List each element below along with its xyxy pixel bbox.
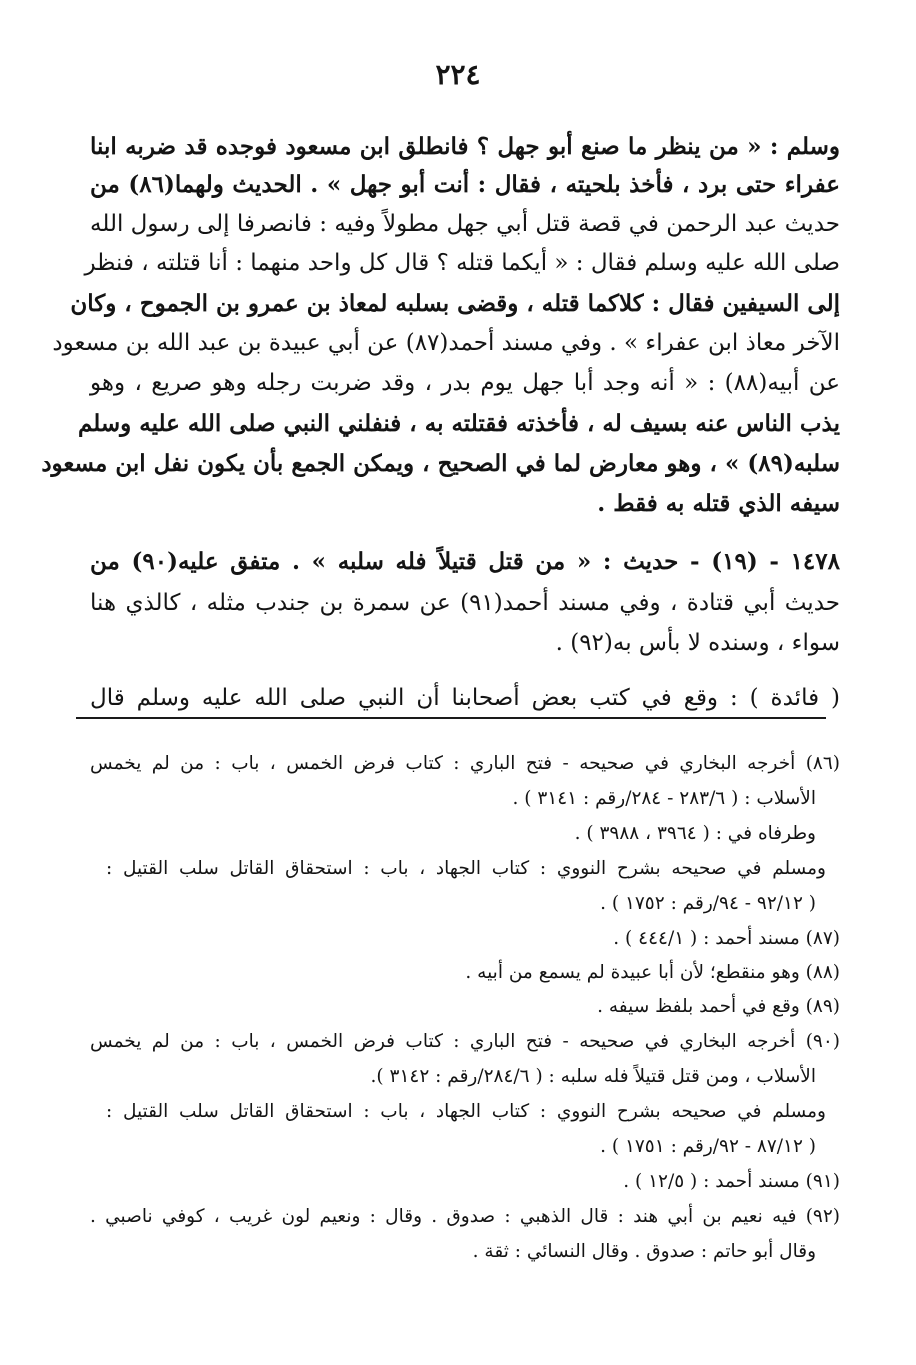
footnote-line: الأسلاب : ( ٢٨٣/٦ - ٢٨٤/رقم : ٣١٤١ ) .	[512, 788, 816, 809]
body-line: يذب الناس عنه بسيف له ، فأخذته فقتلته به ، فنفلني النبي صلى الله عليه وسلم	[77, 410, 840, 437]
footnote-line: (٨٧) مسند أحمد : ( ٤٤٤/١ ) .	[613, 928, 840, 949]
footnote-line: وقال أبو حاتم : صدوق . وقال النسائي : ثقة .	[472, 1241, 816, 1262]
footnote-line: (٩١) مسند أحمد : ( ١٢/٥ ) .	[623, 1171, 840, 1192]
body-line: سيفه الذي قتله به فقط .	[597, 490, 840, 517]
footnote-line: (٨٨) وهو منقطع؛ لأن أبا عبيدة لم يسمع من أبيه .	[465, 962, 840, 983]
body-line: حديث عبد الرحمن في قصة قتل أبي جهل مطولاً وفيه : فانصرفا إلى رسول الله	[90, 211, 840, 237]
footnote-line: (٨٩) وقع في أحمد بلفظ سيفه .	[597, 996, 840, 1017]
footnote-line: (٨٦) أخرجه البخاري في صحيحه - فتح الباري : كتاب فرض الخمس ، باب : من لم يخمس	[90, 753, 840, 774]
footnote-line: ومسلم في صحيحه بشرح النووي : كتاب الجهاد ، باب : استحقاق القاتل سلب القتيل :	[106, 1101, 826, 1122]
body-line: سواء ، وسنده لا بأس به(٩٢) .	[555, 630, 840, 656]
page-number: ٢٢٤	[435, 58, 481, 91]
footnote-line: ( ٩٢/١٢ - ٩٤/رقم : ١٧٥٢ ) .	[600, 893, 816, 914]
hadith-heading-line: ١٤٧٨ - (١٩) - حديث : « من قتل قتيلاً فله سلبه » . متفق عليه(٩٠) من	[90, 548, 840, 575]
body-line: الآخر معاذ ابن عفراء » . وفي مسند أحمد(٨٧) عن أبي عبيدة بن عبد الله بن مسعود	[52, 330, 840, 356]
footnote-separator	[76, 717, 826, 719]
body-line: وسلم : « من ينظر ما صنع أبو جهل ؟ فانطلق ابن مسعود فوجده قد ضربه ابنا	[90, 133, 840, 160]
body-line: عن أبيه(٨٨) : « أنه وجد أبا جهل يوم بدر ، وقد ضربت رجله وهو صريع ، وهو	[90, 370, 840, 396]
footnote-line: وطرفاه في : ( ٣٩٦٤ ، ٣٩٨٨ ) .	[574, 823, 816, 844]
body-line: حديث أبي قتادة ، وفي مسند أحمد(٩١) عن سمرة بن جندب مثله ، كالذي هنا	[90, 590, 840, 616]
body-line: صلى الله عليه وسلم فقال : « أيكما قتله ؟ قال كل واحد منهما : أنا قتلته ، فنظر	[84, 250, 840, 276]
body-line: عفراء حتى برد ، فأخذ بلحيته ، فقال : أنت أبو جهل » . الحديث ولهما(٨٦) من	[90, 171, 840, 198]
footnote-line: الأسلاب ، ومن قتل قتيلاً فله سلبه : ( ٢٨٤/٦/رقم : ٣١٤٢ ).	[370, 1066, 816, 1087]
footnote-line: ( ٨٧/١٢ - ٩٢/رقم : ١٧٥١ ) .	[600, 1136, 816, 1157]
footnote-line: (٩٢) فيه نعيم بن أبي هند : قال الذهبي : صدوق . وقال : ونعيم لون غريب ، كوفي ناصبي .	[90, 1206, 840, 1227]
footnote-line: (٩٠) أخرجه البخاري في صحيحه - فتح الباري : كتاب فرض الخمس ، باب : من لم يخمس	[90, 1031, 840, 1052]
body-line: سلبه(٨٩) » ، وهو معارض لما في الصحيح ، ويمكن الجمع بأن يكون نفل ابن مسعود	[41, 450, 840, 477]
body-line: إلى السيفين فقال : كلاكما قتله ، وقضى بسلبه لمعاذ بن عمرو بن الجموح ، وكان	[70, 290, 840, 317]
footnote-line: ومسلم في صحيحه بشرح النووي : كتاب الجهاد ، باب : استحقاق القاتل سلب القتيل :	[106, 858, 826, 879]
fawaid-line: ( فائدة ) : وقع في كتب بعض أصحابنا أن النبي صلى الله عليه وسلم قال	[90, 685, 840, 711]
